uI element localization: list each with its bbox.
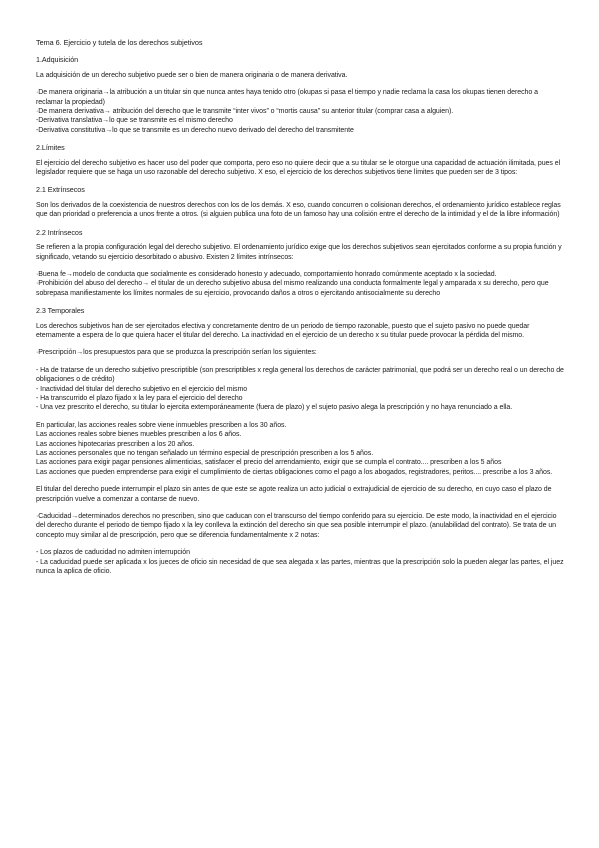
list-item: - Ha transcurrido el plazo fijado x la ley para el ejercicio del derecho — [36, 394, 243, 402]
heading-intrinsecos: 2.2 Intrínsecos — [36, 227, 83, 237]
paragraph-limites: El ejercicio del derecho subjetivo es hacer uso del poder que comporta, pero eso no quiere decir que a su titular se le otorgue una capacidad de actuación ilimitada, pues el legislador requiere que se haga un uso razonable del derecho subjetivo. X eso, el ejercicio de los derechos subjetivos tiene límites que pueden ser de 3 tipos: — [36, 159, 561, 177]
paragraph-intrinsecos: Se refieren a la propia configuración legal del derecho subjetivo. El ordenamiento jurídico exige que los derechos subjetivos sean ejercitados conforme a su propia función y significado, vetando su ejercicio desorbitado o abusivo. Existen 2 límites intrínsecos: — [36, 244, 562, 261]
list-item: ·De manera derivativa→ atribución del derecho que le transmite “inter vivos” o “mortis causa” su anterior titular (comprar casa a alguien). — [36, 108, 454, 116]
paragraph-temporales-intro: Los derechos subjetivos han de ser ejercitados efectiva y concretamente dentro de un periodo de tiempo razonable, puesto que el sujeto pasivo no puede quedar eternamente a espera de lo que quiera hacer el titular del derecho. La inactividad en el ejercicio de un derecho x su titular puede provocar la pérdida del mismo. — [36, 322, 530, 339]
list-plazos-prescripcion — [36, 421, 564, 477]
list-item: ·Prohibición del abuso del derecho→ el titular de un derecho subjetivo abusa del mismo realizando una conducta formalmente legal y amparada x su derecho, pero que sobrepasa manifiestamente los límites normales de su ejercicio, provocando daños a otros o ejercitando antisocialmente su derecho — [36, 280, 549, 297]
list-item: -Derivativa constitutiva→lo que se transmite es un derecho nuevo derivado del derecho del transmitente — [36, 126, 354, 134]
list-item: - Inactividad del titular del derecho subjetivo en el ejercicio del mismo — [36, 385, 248, 393]
heading-extrinsecos: 2.1 Extrínsecos — [36, 185, 85, 195]
list-item: -Derivativa translativa→lo que se transmite es el mismo derecho — [36, 117, 233, 125]
list-item: Las acciones para exigir pagar pensiones alimenticias, satisfacer el precio del arrendamiento, exigir que se cumpla el contrato.... prescriben a los 5 años — [36, 459, 502, 467]
list-item: En particular, las acciones reales sobre viene inmuebles prescriben a los 30 años. — [36, 421, 287, 429]
list-item: Las acciones que pueden emprenderse para exigir el cumplimiento de ciertas obligaciones como el pago a los abogados, registradores, peritos.... prescribe a los 3 años. — [36, 468, 553, 476]
list-intrinsecos — [36, 270, 564, 298]
heading-temporales: 2.3 Temporales — [36, 306, 85, 316]
heading-adquisicion: 1.Adquisición — [36, 55, 79, 65]
paragraph-interrupcion: El titular del derecho puede interrumpir el plazo sin antes de que este se agote realiza un acto judicial o extrajudicial de ejercicio de su derecho, en cuyo caso el plazo de prescripción vuelve a comenzar a contarse de nuevo. — [36, 486, 552, 503]
paragraph-adquisicion-intro: La adquisición de un derecho subjetivo puede ser o bien de manera originaria o de manera derivativa. — [36, 71, 348, 79]
heading-limites: 2.Límites — [36, 143, 65, 153]
paragraph-extrinsecos: Son los derivados de la coexistencia de nuestros derechos con los de los demás. X eso, cuando concurren o colisionan derechos, el ordenamiento jurídico establece reglas que dan prioridad o preferencia a unos frente a otros. (si alguien publica una foto de un famoso hay una colisión entre el derecho de la intimidad y el de la libre información) — [36, 201, 561, 219]
list-adquisicion — [36, 88, 564, 135]
list-notas-caducidad — [36, 548, 564, 576]
paragraph-prescripcion: ·Prescripción→los presupuestos para que se produzca la prescripción serían los siguientes: — [36, 349, 317, 357]
paragraph-caducidad: ·Caducidad→determinados derechos no prescriben, sino que caducan con el transcurso del tiempo conferido para su ejercicio. De este modo, la inactividad en el ejercicio del derecho durante el periodo de tiempo fijado x la ley conlleva la extinción del derecho sin que sea posible interrumpir el plazo. (anulabilidad del contrato). Se trata de un concepto muy similar al de prescripción, pero que se diferencia fundamentalmente x 2 notas: — [36, 513, 557, 539]
list-item: ·Buena fe→modelo de conducta que socialmente es considerado honesto y adecuado, comportamiento honrado comúnmente aceptado x la sociedad. — [36, 270, 497, 278]
list-item: Las acciones hipotecarias prescriben a los 20 años. — [36, 440, 195, 448]
list-item: - Ha de tratarse de un derecho subjetivo prescriptible (son prescriptibles x regla general los derechos de carácter patrimonial, que podrá ser un derecho real o un derecho de obligaciones o de crédito) — [36, 366, 564, 384]
list-item: - Una vez prescrito el derecho, su titular lo ejercita extemporáneamente (fuera de plazo) y el sujeto pasivo alega la prescripción y no haya renunciado a ella. — [36, 404, 513, 412]
list-item: ·De manera originaria→la atribución a un titular sin que nunca antes haya tenido otro (okupas si pasa el tiempo y nadie reclama la casa los okupas tienen derecho a reclamar la propiedad) — [36, 89, 538, 106]
list-item: - La caducidad puede ser aplicada x los jueces de oficio sin necesidad de que sea alegada x las partes, mientras que la prescripción solo la pueden alegar las partes, el juez nunca la aplica de oficio. — [36, 558, 564, 576]
list-item: Las acciones personales que no tengan señalado un término especial de prescripción prescriben a los 5 años. — [36, 450, 374, 457]
document-page — [36, 38, 564, 584]
list-requisitos-prescripcion — [36, 366, 564, 413]
list-item: - Los plazos de caducidad no admiten interrupción — [36, 549, 190, 557]
list-item: Las acciones reales sobre bienes muebles prescriben a los 6 años. — [36, 431, 242, 439]
document-title: Tema 6. Ejercicio y tutela de los derechos subjetivos — [36, 38, 203, 47]
